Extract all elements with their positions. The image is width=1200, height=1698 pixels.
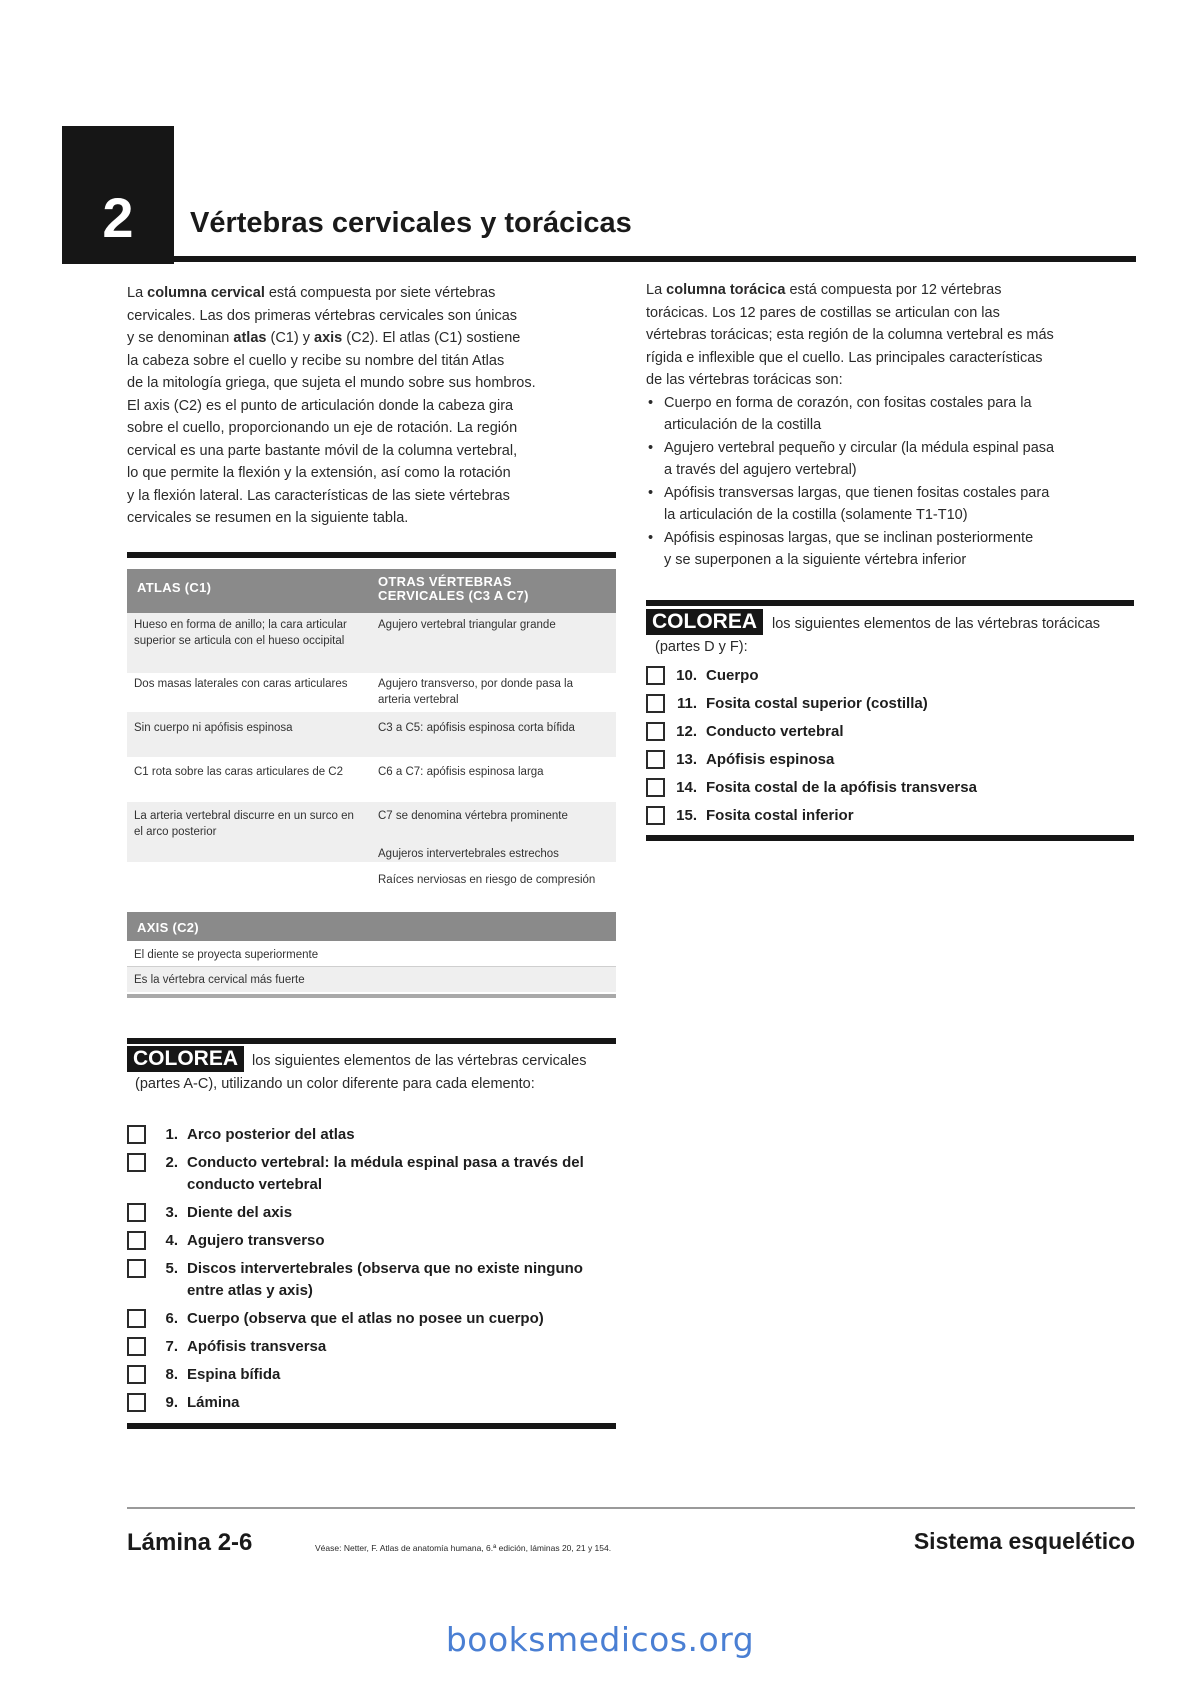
table-cell: C3 a C5: apófisis espinosa corta bífida	[378, 722, 575, 734]
table-cell: Agujeros intervertebrales estrechos	[378, 848, 559, 860]
list-item[interactable]: 8. Espina bífida	[127, 1364, 617, 1386]
table-cell: Es la vértebra cervical más fuerte	[134, 974, 305, 986]
checkbox[interactable]	[127, 1203, 146, 1222]
table-cell: Sin cuerpo ni apófisis espinosa	[134, 722, 293, 734]
checkbox[interactable]	[127, 1365, 146, 1384]
list-item[interactable]: 10. Cuerpo	[646, 665, 1136, 687]
table-cell: Hueso en forma de anillo; la cara articular superior se articula con el hueso occipital	[134, 619, 347, 647]
checkbox[interactable]	[646, 666, 665, 685]
colorea-thoracic-instructions: los siguientes elementos de las vértebras torácicas (partes D y F):	[655, 616, 1101, 655]
thoracic-features-list	[646, 392, 1132, 572]
colorea-cervical-list	[127, 1124, 617, 1414]
list-item[interactable]: 2. Conducto vertebral: la médula espinal pasa a través del conducto vertebral	[127, 1152, 617, 1196]
table-cell: C1 rota sobre las caras articulares de C2	[134, 766, 344, 778]
watermark-link[interactable]: booksmedicos.org	[445, 1620, 755, 1659]
table-header-axis: AXIS (C2)	[137, 920, 199, 935]
list-item: • Cuerpo en forma de corazón, con fositas costales para la articulación de la costilla	[664, 392, 1132, 437]
list-item[interactable]: 9. Lámina	[127, 1392, 617, 1414]
colorea-thoracic-list	[646, 665, 1136, 827]
list-item[interactable]: 5. Discos intervertebrales (observa que no existe ninguno entre atlas y axis)	[127, 1258, 617, 1302]
colorea-thoracic-bottom-rule	[646, 835, 1134, 841]
checkbox[interactable]	[127, 1337, 146, 1356]
list-item[interactable]: 15. Fosita costal inferior	[646, 805, 1136, 827]
checkbox[interactable]	[646, 694, 665, 713]
footer-reference: Véase: Netter, F. Atlas de anatomía humana, 6.ª edición, láminas 20, 21 y 154.	[315, 1543, 612, 1553]
page-title: Vértebras cervicales y torácicas	[190, 207, 632, 239]
table-top-rule	[127, 552, 616, 558]
table-header-atlas: ATLAS (C1)	[137, 580, 212, 595]
colorea-thoracic-top-rule	[646, 600, 1134, 606]
checkbox[interactable]	[127, 1231, 146, 1250]
list-item[interactable]: 1. Arco posterior del atlas	[127, 1124, 617, 1146]
colorea-cervical-top-rule	[127, 1038, 616, 1044]
checkbox[interactable]	[646, 778, 665, 797]
checkbox[interactable]	[127, 1153, 146, 1172]
footer-rule	[127, 1507, 1135, 1509]
list-item[interactable]: 6. Cuerpo (observa que el atlas no posee un cuerpo)	[127, 1308, 617, 1330]
table-bottom-rule	[127, 994, 616, 998]
table-cell: Raíces nerviosas en riesgo de compresión	[378, 874, 596, 886]
table-cell: Agujero vertebral triangular grande	[378, 619, 556, 631]
table-cell: Dos masas laterales con caras articulares	[134, 678, 348, 690]
list-item[interactable]: 11. Fosita costal superior (costilla)	[646, 693, 1136, 715]
list-item[interactable]: 13. Apófisis espinosa	[646, 749, 1136, 771]
table-axis-header-band	[127, 912, 616, 941]
thoracic-paragraph: La columna torácica está compuesta por 12 vértebras torácicas. Los 12 pares de costillas se articulan con las vértebras torácicas; esta región de la columna vertebral es más rígida e inflexible que el cuello. Las principales características de las vértebras torácicas son: • Cuerpo en forma de corazón, con fositas costales para la articulación de la costilla • Agujero vertebral pequeño y circular (la médula espinal pasa a través del agujero vertebral) • Apófisis transversas largas, que tienen fositas costales para la articulación de la costilla (solamente T1-T10) • Apófisis espinosas largas, que se inclinan posteriormente y se superponen a la siguiente vértebra inferior	[646, 279, 1132, 572]
checkbox[interactable]	[127, 1309, 146, 1328]
checkbox[interactable]	[127, 1393, 146, 1412]
table-cell: El diente se proyecta superiormente	[134, 949, 319, 961]
cervical-paragraph: La columna cervical está compuesta por siete vértebras cervicales. Las dos primeras vértebras cervicales son únicas y se denominan atlas (C1) y axis (C2). El atlas (C1) sostiene la cabeza sobre el cuello y recibe su nombre del titán Atlas de la mitología griega, que sujeta el mundo sobre sus hombros. El axis (C2) es el punto de articulación donde la cabeza gira sobre el cuello, proporcionando un eje de rotación. La región cervical es una parte bastante móvil de la columna vertebral, lo que permite la flexión y la extensión, así como la rotación y la flexión lateral. Las características de las siete vértebras cervicales se resumen en la siguiente tabla.	[127, 285, 536, 526]
list-item[interactable]: 3. Diente del axis	[127, 1202, 617, 1224]
colorea-cervical-bottom-rule	[127, 1423, 616, 1429]
list-item: • Apófisis espinosas largas, que se inclinan posteriormente y se superponen a la siguiente vértebra inferior	[664, 527, 1132, 572]
list-item: • Agujero vertebral pequeño y circular (la médula espinal pasa a través del agujero vertebral)	[664, 437, 1132, 482]
title-rule	[174, 256, 1136, 262]
checkbox[interactable]	[646, 806, 665, 825]
list-item[interactable]: 14. Fosita costal de la apófisis transversa	[646, 777, 1136, 799]
list-item[interactable]: 4. Agujero transverso	[127, 1230, 617, 1252]
table-cell: Agujero transverso, por donde pasa la arteria vertebral	[378, 678, 573, 706]
checkbox[interactable]	[646, 750, 665, 769]
table-cell: C7 se denomina vértebra prominente	[378, 810, 568, 822]
list-item[interactable]: 12. Conducto vertebral	[646, 721, 1136, 743]
section-label: Sistema esquelético	[913, 1528, 1135, 1554]
chapter-number: 2	[102, 186, 134, 249]
colorea-thoracic-tag: COLOREA	[646, 609, 763, 635]
table-cell: C6 a C7: apófisis espinosa larga	[378, 766, 544, 778]
plate-label: Lámina 2-6	[127, 1529, 253, 1556]
table-cell: La arteria vertebral discurre en un surco en el arco posterior	[134, 810, 354, 838]
colorea-cervical-instructions: los siguientes elementos de las vértebras cervicales (partes A-C), utilizando un color diferente para cada elemento:	[135, 1053, 587, 1092]
checkbox[interactable]	[646, 722, 665, 741]
checkbox[interactable]	[127, 1259, 146, 1278]
checkbox[interactable]	[127, 1125, 146, 1144]
list-item: • Apófisis transversas largas, que tienen fositas costales para la articulación de la costilla (solamente T1-T10)	[664, 482, 1132, 527]
table-header-others: OTRAS VÉRTEBRAS CERVICALES (C3 A C7)	[378, 574, 529, 603]
colorea-cervical-tag: COLOREA	[127, 1046, 244, 1072]
list-item[interactable]: 7. Apófisis transversa	[127, 1336, 617, 1358]
